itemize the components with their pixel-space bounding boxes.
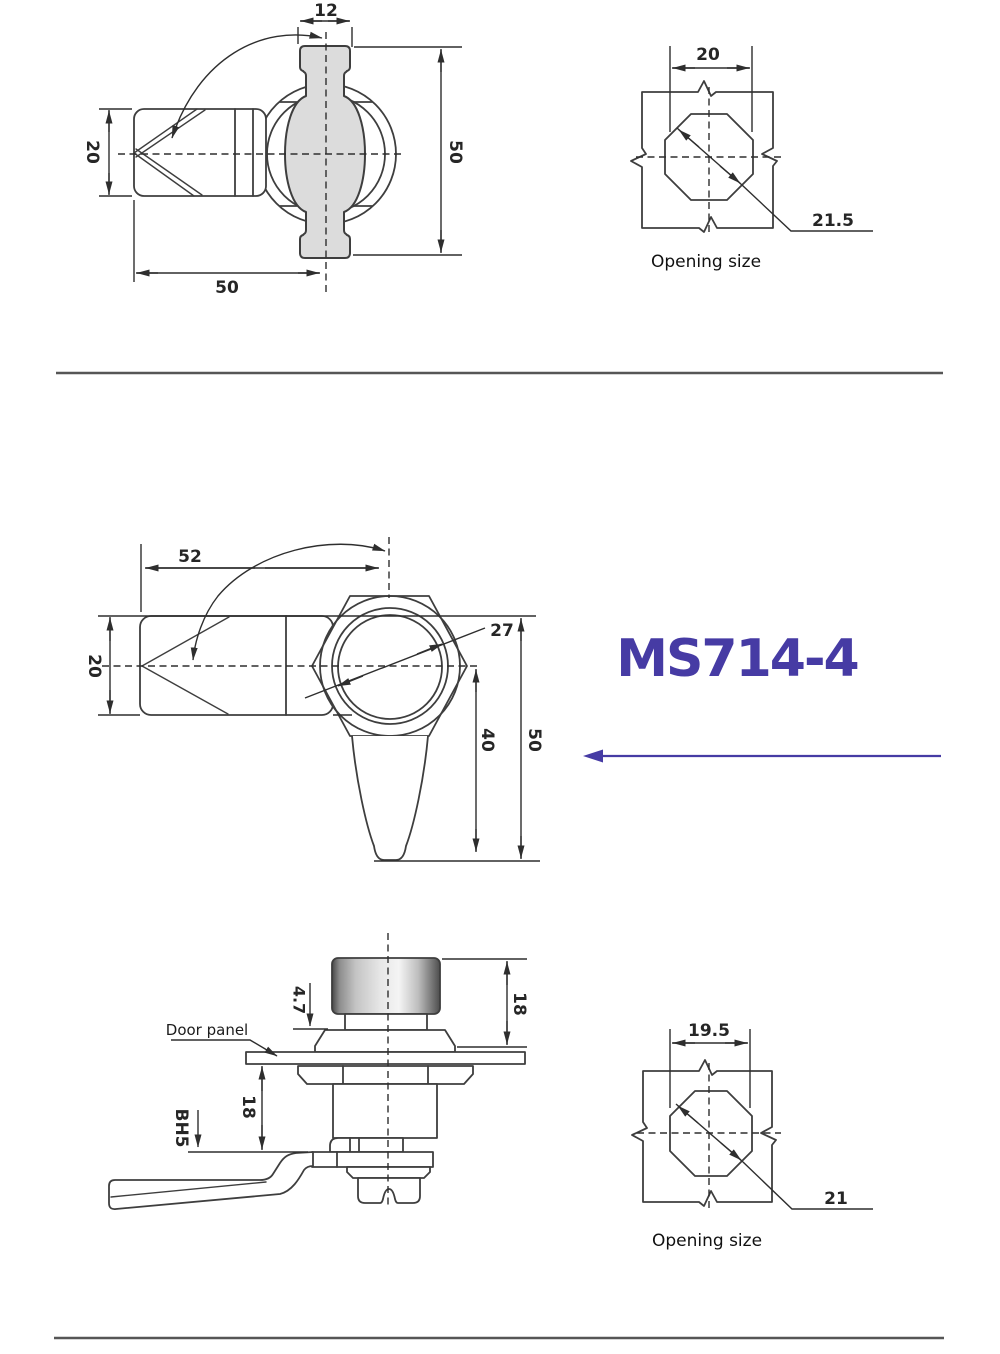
cylinder-diameter-label: 27 [490, 621, 514, 641]
front-overall-height-label: 50 [524, 728, 544, 752]
dimension-opening2-diagonal [676, 1104, 873, 1209]
cam-hub [330, 1138, 403, 1152]
opening-size-caption-bottom: Opening size [651, 1231, 763, 1251]
front-view-drawing [84, 537, 544, 861]
knob-head-side [332, 958, 440, 1014]
dimension-overall-height [353, 47, 465, 255]
dimension-mount-depth [188, 1066, 308, 1152]
top-view-drawing [82, 1, 465, 298]
bottom-opening-size-diagram [632, 1021, 873, 1251]
handle-length-label: 40 [477, 728, 497, 752]
dimension-head-height [442, 959, 529, 1047]
lock-body-top-view [134, 109, 266, 196]
dimension-head-clearance [290, 983, 329, 1029]
bezel-flange [315, 1030, 455, 1052]
opening-size-caption-top: Opening size [650, 252, 762, 272]
mount-depth-label: 18 [238, 1095, 258, 1119]
cam-arm [109, 1152, 313, 1209]
knob-width-label: 12 [314, 1, 338, 21]
dimension-handle-length [476, 669, 497, 852]
door-panel-label: Door panel [165, 1021, 249, 1039]
head-height-label: 18 [509, 992, 529, 1016]
lock-body-side [333, 1084, 437, 1138]
handle-grip [352, 736, 428, 860]
cam-code-label: BH5 [171, 1108, 191, 1148]
front-height-label: 20 [84, 654, 104, 678]
cam-plate [312, 1152, 433, 1167]
opening-diagonal-label: 21.5 [812, 211, 854, 231]
dimension-opening-width [670, 45, 752, 132]
body-length-label: 50 [215, 278, 239, 298]
door-panel-bar [246, 1052, 525, 1064]
shaft-end-nut [358, 1178, 420, 1203]
overall-height-label: 50 [445, 140, 465, 164]
opening-width-label: 20 [696, 45, 720, 65]
front-length-label: 52 [178, 547, 202, 567]
top-opening-size-diagram [631, 45, 873, 272]
dimension-front-length [141, 544, 379, 612]
opening2-width-label: 19.5 [688, 1021, 730, 1041]
head-clearance-label: 4.7 [289, 985, 309, 1015]
opening2-diagonal-label: 21 [824, 1189, 848, 1209]
product-title-group [583, 629, 941, 763]
dimension-front-overall-height [521, 618, 544, 859]
body-height-label: 20 [82, 140, 102, 164]
pointer-arrowhead [583, 750, 603, 763]
wing-knob [285, 46, 365, 258]
model-number-text: MS714-4 [616, 629, 858, 689]
dimension-knob-width [298, 1, 352, 47]
side-view-drawing [109, 933, 529, 1209]
dimension-opening2-width [670, 1021, 750, 1108]
dimension-body-height [82, 109, 132, 196]
dimension-cam-code [171, 1108, 198, 1147]
knob-neck [345, 1014, 427, 1030]
dimension-opening-diagonal [677, 128, 873, 231]
door-panel-callout [166, 1021, 277, 1056]
mounting-nut [298, 1066, 473, 1084]
